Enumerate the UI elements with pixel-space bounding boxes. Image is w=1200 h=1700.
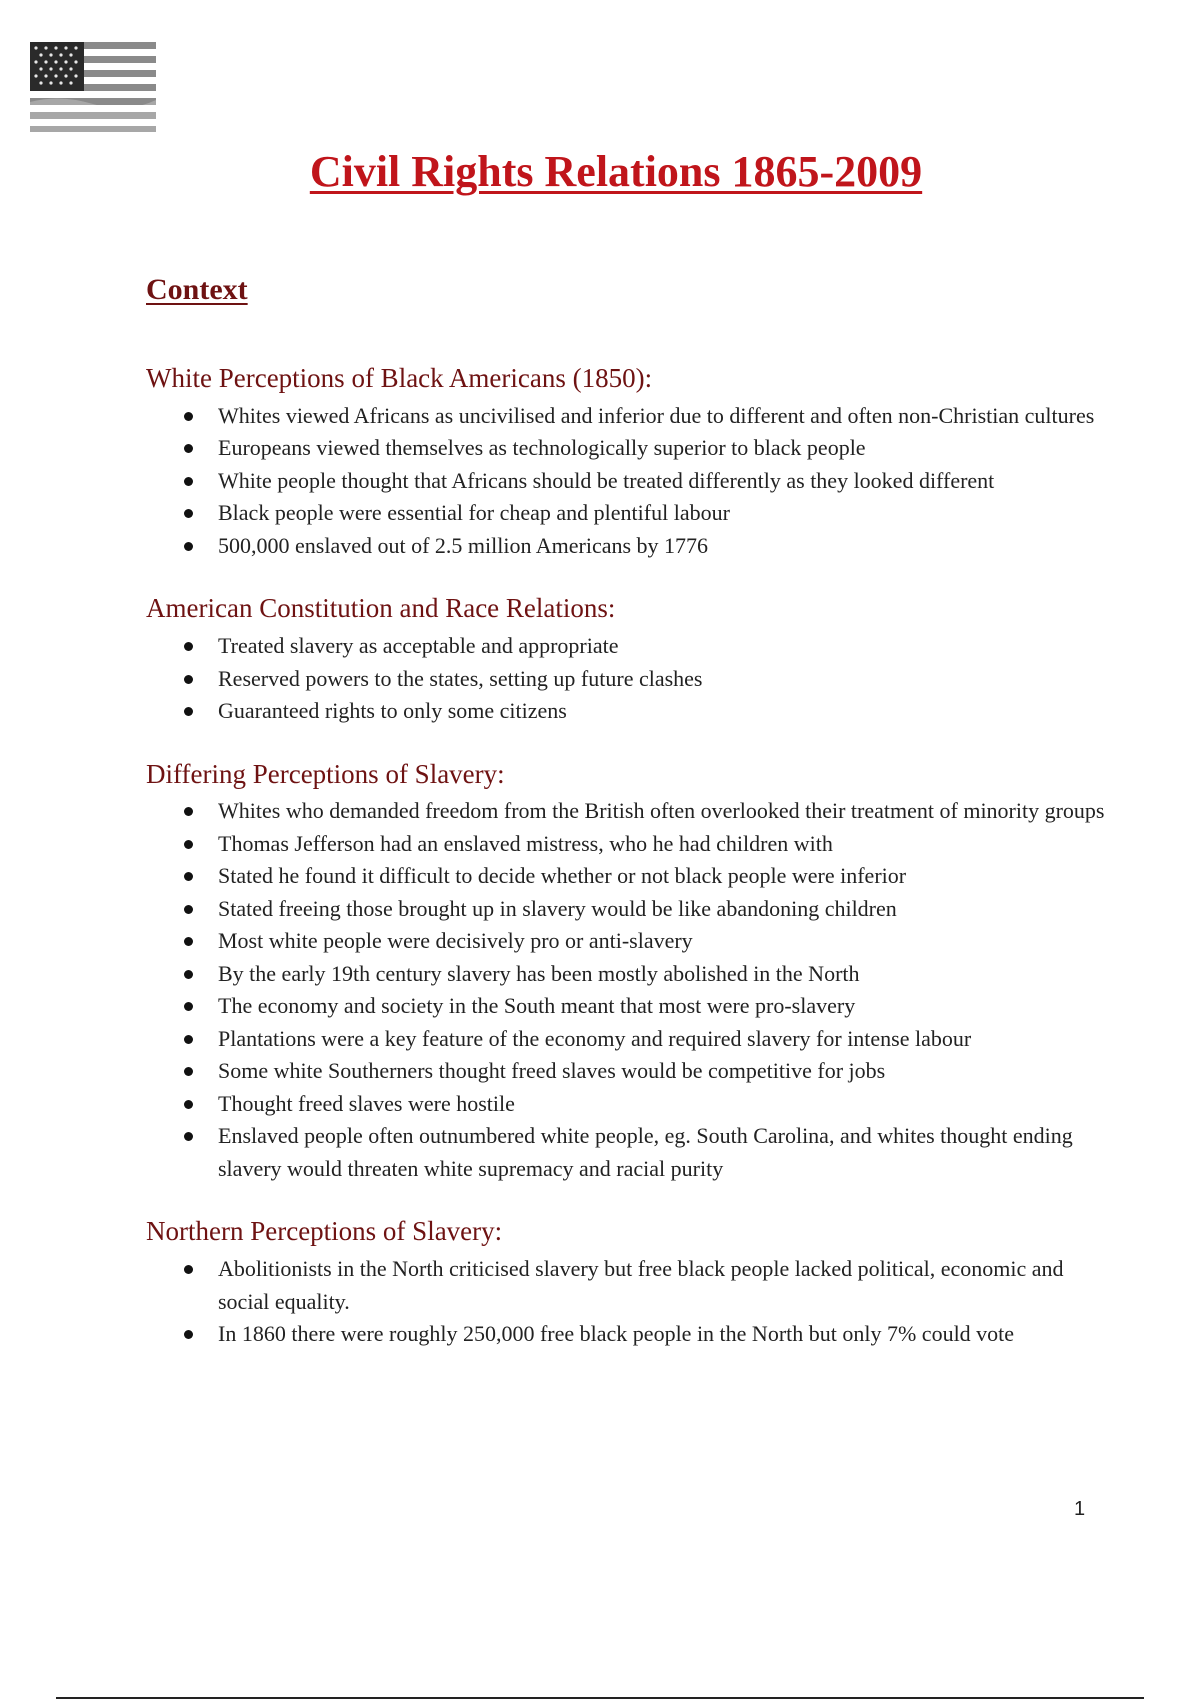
list-item	[146, 695, 1106, 728]
list-item	[146, 465, 1106, 498]
bullet-icon	[184, 412, 193, 421]
list-item-text: Some white Southerners thought freed slaves would be competitive for jobs	[218, 1058, 886, 1084]
bullet-icon	[184, 840, 193, 849]
page-number: 1	[1074, 1498, 1086, 1520]
list-item	[146, 530, 1106, 563]
list-item-text: Stated he found it difficult to decide whether or not black people were inferior	[218, 863, 907, 889]
american-flag-icon	[30, 42, 156, 132]
bullet-list	[146, 400, 1106, 563]
list-item	[146, 795, 1106, 828]
context-heading: Context	[146, 273, 248, 306]
bullet-icon	[184, 642, 193, 651]
list-item-text: Treated slavery as acceptable and appropriate	[218, 633, 619, 658]
list-item	[146, 1023, 1106, 1056]
bullet-icon	[184, 872, 193, 881]
bullet-icon	[184, 1100, 193, 1109]
list-item	[146, 1088, 1106, 1121]
list-item-text: Thought freed slaves were hostile	[218, 1090, 515, 1116]
list-item-text: Abolitionists in the North criticised slavery but free black people lacked political, economic and social equality.	[218, 1256, 1064, 1314]
bullet-icon	[184, 905, 193, 914]
list-item	[146, 1055, 1106, 1088]
list-item	[146, 860, 1106, 893]
section-northern-perceptions	[146, 1215, 1106, 1350]
list-item	[146, 630, 1106, 663]
list-item-text: Black people were essential for cheap and plentiful labour	[218, 500, 730, 526]
list-item	[146, 1120, 1106, 1185]
bullet-list	[146, 630, 1106, 728]
bullet-icon	[184, 1035, 193, 1044]
list-item-text: Most white people were decisively pro or anti-slavery	[218, 928, 693, 954]
list-item	[146, 400, 1106, 433]
list-item	[146, 432, 1106, 465]
bullet-icon	[184, 937, 193, 946]
bullet-icon	[184, 675, 193, 684]
page-title: Civil Rights Relations 1865-2009	[309, 147, 923, 196]
list-item-text: Thomas Jefferson had an enslaved mistress, who he had children with	[218, 830, 833, 856]
document-content	[146, 272, 1106, 1381]
bullet-icon	[184, 1265, 193, 1274]
section-white-perceptions	[146, 362, 1106, 562]
bullet-icon	[184, 542, 193, 551]
list-item-text: 500,000 enslaved out of 2.5 million Americans by 1776	[218, 532, 709, 558]
bullet-icon	[184, 1067, 193, 1076]
bullet-icon	[184, 1002, 193, 1011]
section-constitution	[146, 592, 1106, 727]
list-item-text: The economy and society in the South meant that most were pro-slavery	[218, 993, 856, 1019]
list-item	[146, 663, 1106, 696]
list-item	[146, 893, 1106, 926]
list-item	[146, 958, 1106, 991]
list-item-text: Enslaved people often outnumbered white people, eg. South Carolina, and whites thought ending slavery would threaten white supremacy and racial purity	[218, 1123, 1073, 1181]
list-item	[146, 1318, 1106, 1351]
section-heading: Northern Perceptions of Slavery:	[146, 1216, 503, 1247]
list-item-text: Plantations were a key feature of the economy and required slavery for intense labour	[218, 1025, 972, 1051]
list-item	[146, 828, 1106, 861]
list-item-text: By the early 19th century slavery has been mostly abolished in the North	[218, 960, 860, 986]
bullet-icon	[184, 477, 193, 486]
list-item-text: Whites who demanded freedom from the British often overlooked their treatment of minority groups	[218, 798, 1105, 824]
list-item	[146, 1253, 1106, 1318]
bullet-list	[146, 1253, 1106, 1351]
bullet-icon	[184, 970, 193, 979]
list-item	[146, 497, 1106, 530]
list-item-text: Reserved powers to the states, setting up future clashes	[218, 665, 703, 691]
list-item-text: Whites viewed Africans as uncivilised and inferior due to different and often non-Christian cultures	[218, 402, 1095, 428]
bullet-icon	[184, 1132, 193, 1141]
list-item	[146, 925, 1106, 958]
section-differing-perceptions	[146, 758, 1106, 1186]
list-item-text: White people thought that Africans should be treated differently as they looked different	[218, 467, 995, 493]
bullet-icon	[184, 444, 193, 453]
section-heading: White Perceptions of Black Americans (1850):	[146, 363, 653, 393]
section-heading: Differing Perceptions of Slavery:	[146, 758, 505, 789]
bullet-icon	[184, 707, 193, 716]
bullet-icon	[184, 1330, 193, 1339]
list-item-text: Stated freeing those brought up in slavery would be like abandoning children	[218, 895, 897, 921]
list-item-text: Europeans viewed themselves as technologically superior to black people	[218, 435, 866, 461]
list-item	[146, 990, 1106, 1023]
section-heading: American Constitution and Race Relations:	[146, 593, 616, 624]
page-divider	[56, 1697, 1144, 1699]
list-item-text: Guaranteed rights to only some citizens	[218, 698, 567, 723]
bullet-list	[146, 795, 1106, 1185]
bullet-icon	[184, 807, 193, 816]
bullet-icon	[184, 509, 193, 518]
list-item-text: In 1860 there were roughly 250,000 free black people in the North but only 7% could vote	[218, 1321, 1015, 1346]
